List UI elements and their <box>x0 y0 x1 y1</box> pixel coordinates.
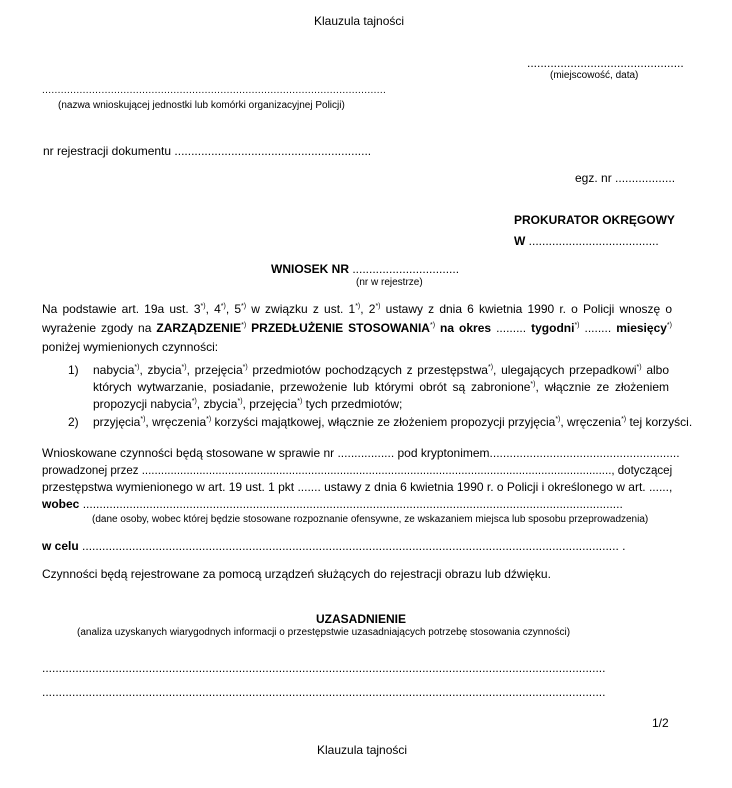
addressee-prefix: W <box>514 234 526 248</box>
list-text-part: , zbycia <box>196 397 238 411</box>
list-text-part: , włącznie ze złożeniem propozycji nabycia <box>93 380 669 411</box>
footnote-mark: *) <box>636 364 642 371</box>
footnote-mark: *) <box>297 398 303 405</box>
footnote-mark: *) <box>134 364 140 371</box>
list-text-part: przedmiotów pochodzących z przestępstwa <box>247 363 488 377</box>
codename-dots: ......................................................... <box>489 446 680 460</box>
list-number: 2) <box>68 415 79 429</box>
wobec-label: wobec <box>42 497 80 511</box>
justification-line-1: ......................................................................................................................................................................... <box>42 661 606 675</box>
list-text-part: , ulegających przepadkowi <box>493 363 637 377</box>
registration-label: nr rejestracji dokumentu <box>43 144 172 158</box>
list-text-part: albo których wytwarzanie, posiadanie, przewożenie lub którymi obrót są zabronione <box>93 363 670 394</box>
intro-text: w związku z ust. 1 <box>246 302 356 316</box>
place-date-label: (miejscowość, data) <box>550 70 639 81</box>
list-text-part: tej korzyści. <box>626 415 693 429</box>
case-line-2: prowadzonej przez ..................................................................................................................................................., dotyczącej <box>42 465 673 477</box>
intro-bold: ZARZĄDZENIE <box>156 321 242 335</box>
footnote-mark: *) <box>530 381 536 388</box>
footnote-mark: *) <box>487 364 494 371</box>
footnote-mark: *) <box>355 303 361 310</box>
intro-bold: tygodni <box>531 321 575 335</box>
intro-text: , 5 <box>225 302 241 316</box>
request-title: WNIOSEK NR <box>271 262 349 276</box>
intro-paragraph <box>42 300 672 357</box>
list-text-part: przyjęcia <box>93 415 141 429</box>
registration-line <box>43 144 371 158</box>
footnote-mark: *) <box>241 322 247 329</box>
footnote-mark: *) <box>241 303 247 310</box>
footnote-mark: *) <box>220 303 226 310</box>
footnote-mark: *) <box>242 364 248 371</box>
footnote-mark: *) <box>181 364 187 371</box>
intro-text: ........ <box>579 321 617 335</box>
list-text <box>93 362 669 413</box>
footnote-mark: *) <box>555 416 561 423</box>
cel-line <box>42 539 625 553</box>
page-number: 1/2 <box>652 716 669 730</box>
registration-dots: ........................................................... <box>174 144 372 158</box>
intro-text: poniżej wymienionych czynności: <box>42 340 219 354</box>
list-text-part: korzyści majątkowej, włącznie ze złożeniem propozycji przyjęcia <box>211 415 556 429</box>
list-text-part: , wręczenia <box>560 415 622 429</box>
list-number: 1) <box>68 363 79 377</box>
request-sub: (nr w rejestrze) <box>356 277 423 288</box>
list-text-part: nabycia <box>93 363 135 377</box>
footnote-mark: *) <box>206 416 212 423</box>
intro-text: ......... <box>491 321 532 335</box>
footnote-mark: *) <box>574 322 580 329</box>
footnote-mark: *) <box>621 416 627 423</box>
unit-dots: .............................................................................................................. <box>42 85 387 96</box>
case-number-text: Wnioskowane czynności będą stosowane w sprawie nr ................. pod kryptonimem <box>42 446 490 460</box>
case-line-1 <box>42 446 680 460</box>
footnote-mark: *) <box>237 398 243 405</box>
footnote-mark: *) <box>140 416 146 423</box>
list-text-part: , wręczenia <box>145 415 207 429</box>
wobec-dots: .................................................................................................................................................................. <box>82 497 623 511</box>
intro-text: Na podstawie art. 19a ust. 3 <box>42 302 201 316</box>
justification-sub: (analiza uzyskanych wiarygodnych informacji o przestępstwie uzasadniających potrzebę stosowania czynności) <box>77 627 571 638</box>
wobec-sub: (dane osoby, wobec której będzie stosowane rozpoznanie ofensywne, ze wskazaniem miejsca lub sposobu przeprowadzenia) <box>92 514 649 525</box>
list-text-part: , przejęcia <box>242 397 298 411</box>
intro-text: , 2 <box>360 302 376 316</box>
list-text <box>93 414 693 431</box>
addressee-title: PROKURATOR OKRĘGOWY <box>514 213 675 227</box>
addressee-line <box>514 234 659 248</box>
cel-dots: ................................................................................................................................................................. . <box>82 539 626 553</box>
request-dots: ................................ <box>352 262 460 276</box>
footnote-mark: *) <box>191 398 197 405</box>
intro-bold: na okres <box>435 321 492 335</box>
cel-label: w celu <box>42 539 79 553</box>
intro-bold: PRZEDŁUŻENIE STOSOWANIA <box>246 321 430 335</box>
wobec-line <box>42 497 623 511</box>
unit-label: (nazwa wnioskującej jednostki lub komórki organizacyjnej Policji) <box>58 100 345 111</box>
case-line-3: przestępstwa wymienionego w art. 19 ust. 1 pkt ....... ustawy z dnia 6 kwietnia 1990 r. o Policji i określonego w art. ......, <box>42 480 673 494</box>
list-text-part: tych przedmiotów; <box>302 397 403 411</box>
justification-title: UZASADNIENIE <box>316 612 407 626</box>
footer-confidentiality: Klauzula tajności <box>317 743 408 757</box>
request-line <box>271 262 459 276</box>
copy-number: egz. nr .................. <box>575 171 676 185</box>
recording-text: Czynności będą rejestrowane za pomocą urządzeń służących do rejestracji obrazu lub dźwięku. <box>42 567 551 581</box>
header-confidentiality: Klauzula tajności <box>314 14 405 28</box>
intro-text: , 4 <box>205 302 221 316</box>
intro-bold: miesięcy <box>616 321 667 335</box>
footnote-mark: *) <box>200 303 206 310</box>
footnote-mark: *) <box>666 322 672 329</box>
list-text-part: , zbycia <box>139 363 182 377</box>
addressee-dots: ....................................... <box>528 234 659 248</box>
justification-line-2: ......................................................................................................................................................................... <box>42 685 606 699</box>
intro-text: ustawy z dnia 6 kwietnia 1990 r. o Policji wnoszę o wyrażenie zgody na <box>42 302 673 335</box>
footnote-mark: *) <box>375 303 381 310</box>
list-text-part: , przejęcia <box>186 363 243 377</box>
place-date-dots: ............................................... <box>527 56 684 70</box>
footnote-mark: *) <box>429 322 436 329</box>
